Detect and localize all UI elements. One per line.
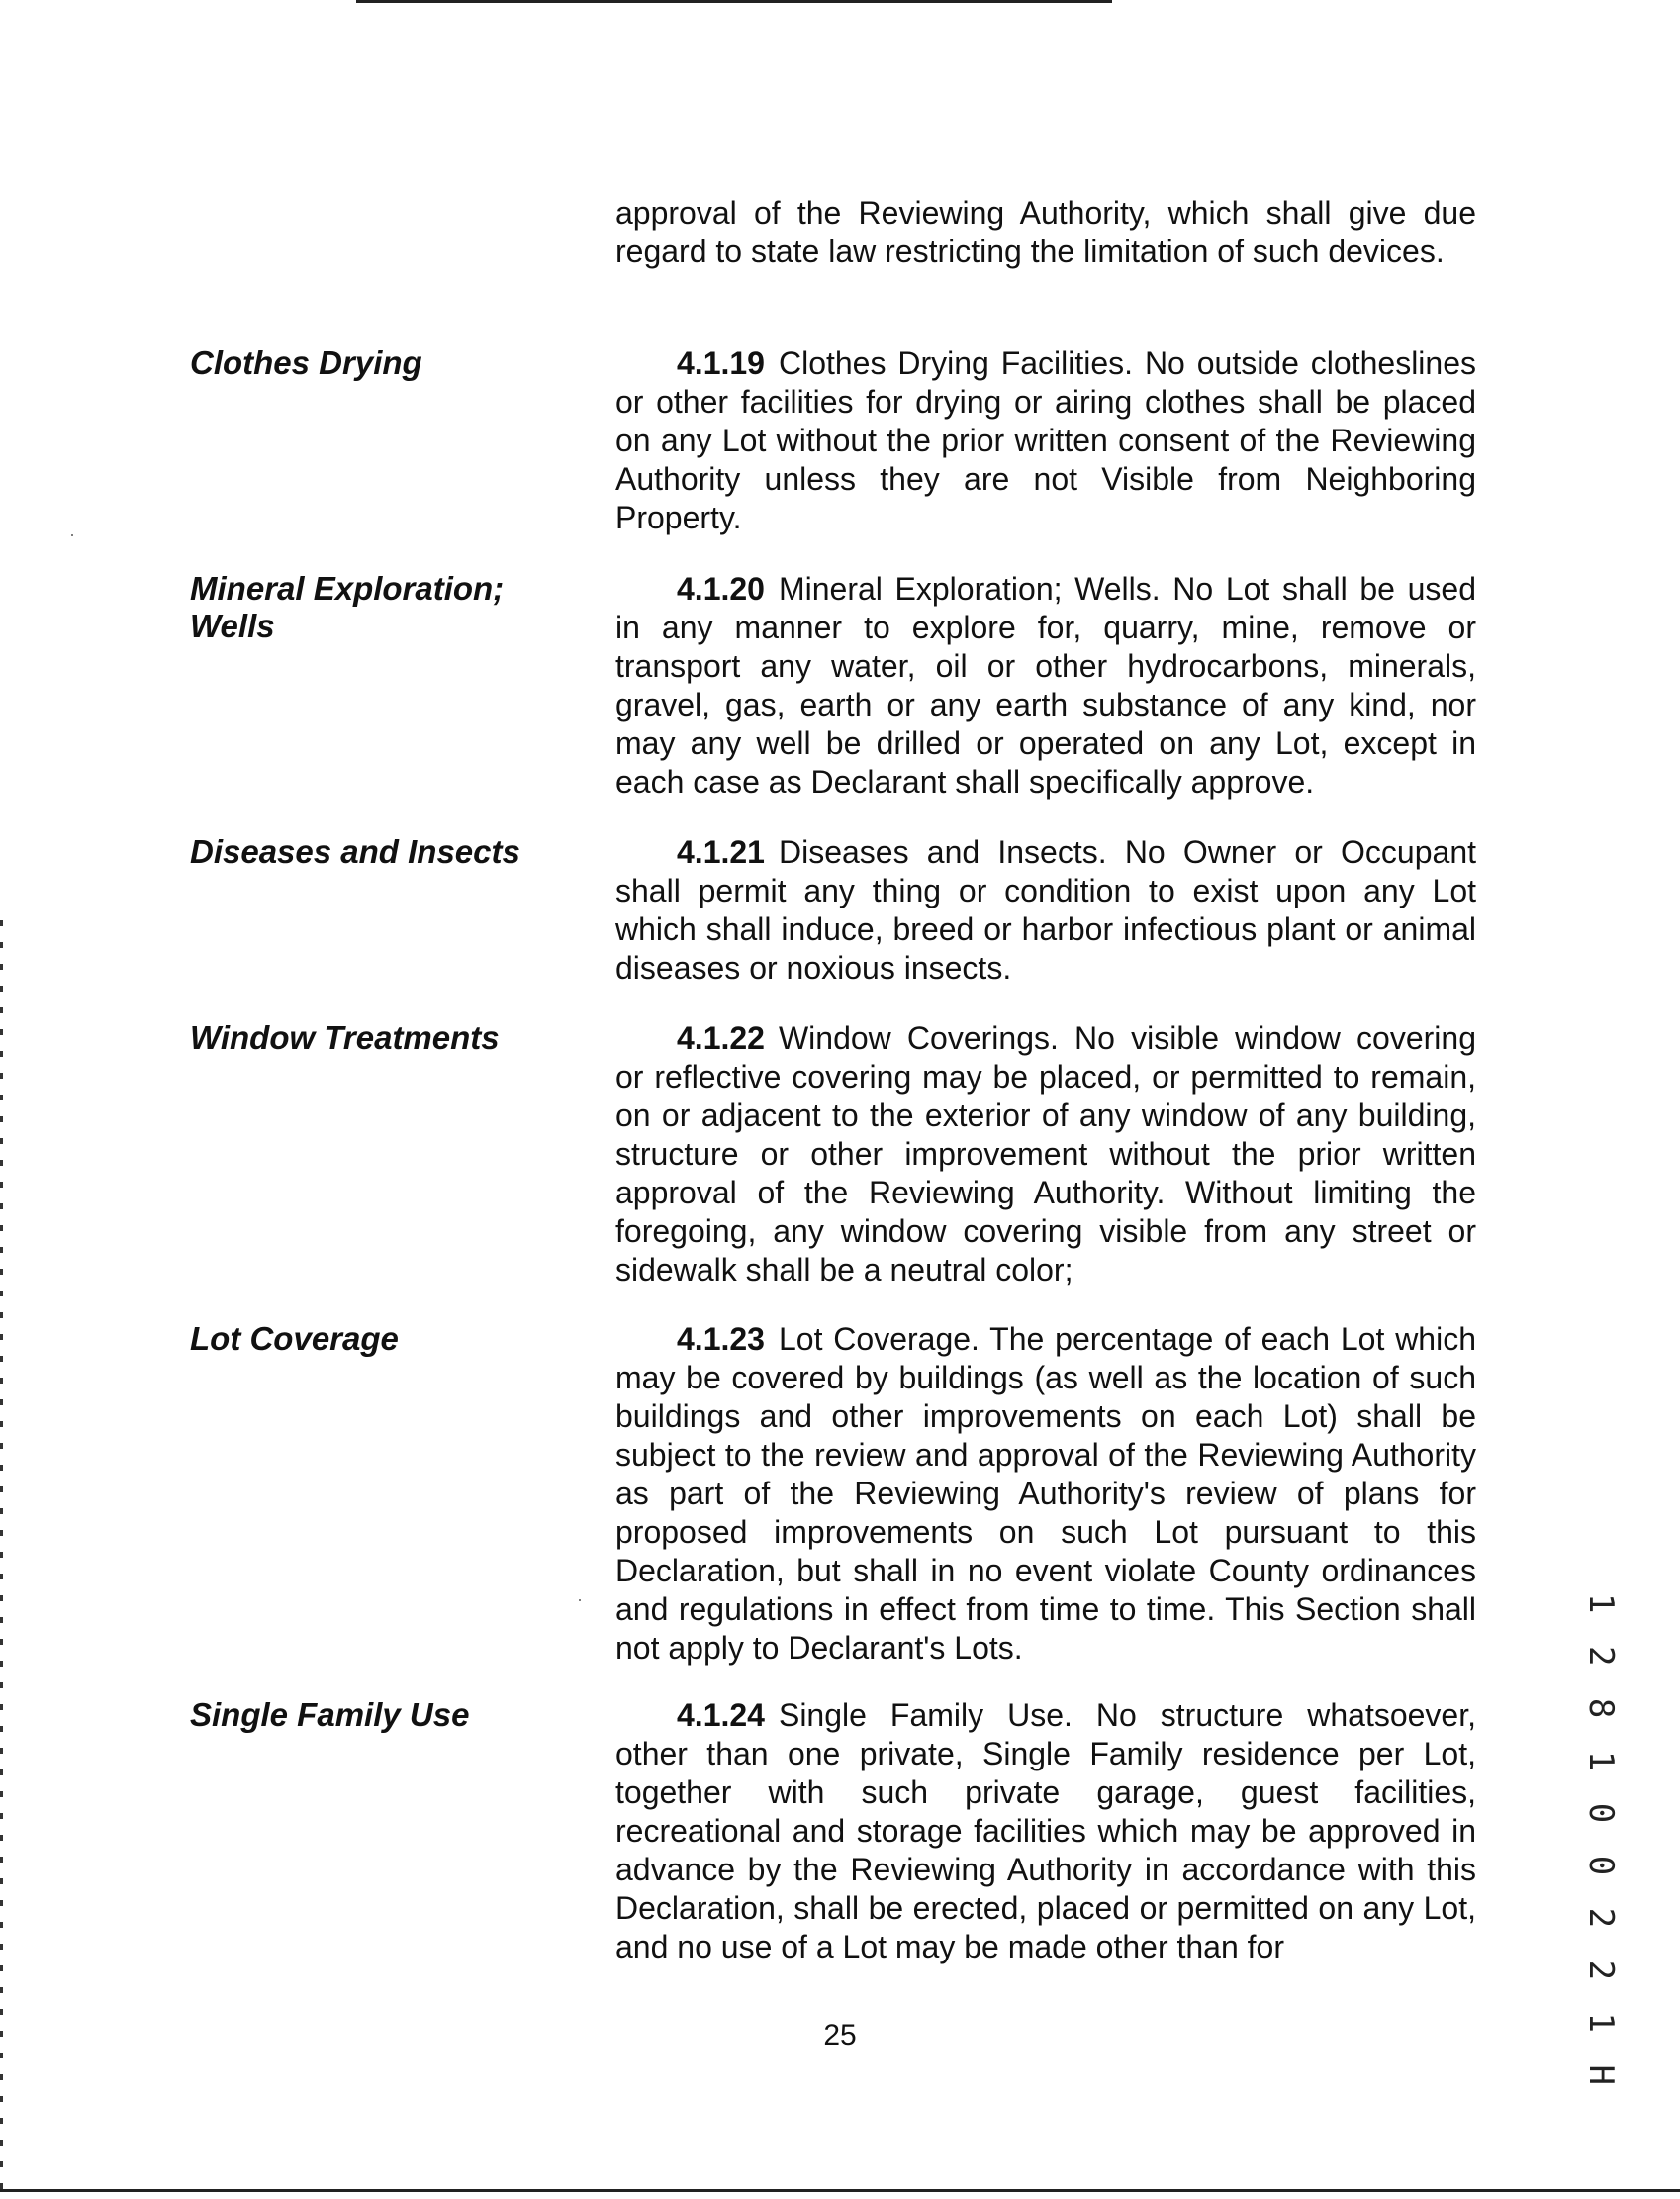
sidehead-diseases-insects: Diseases and Insects	[190, 833, 520, 870]
scan-speck	[579, 1599, 581, 1601]
section-4-1-22	[615, 1019, 1476, 1290]
scan-speck	[71, 534, 73, 536]
section-4-1-24	[615, 1696, 1476, 1966]
recording-stamp-text: 1 2 8 1 0 0 2 2 1 H	[1581, 1593, 1621, 2091]
sidehead-lot-coverage: Lot Coverage	[190, 1320, 399, 1357]
section-number: 4.1.21	[677, 834, 765, 870]
recording-stamp	[1573, 1593, 1633, 2091]
top-rule	[356, 0, 1112, 3]
section-text: Lot Coverage. The percentage of each Lot which may be covered by buildings (as well as the location of such buildings and other improvements on each Lot) shall be subject to the review and approval of the Reviewing Authority as part of the Reviewing Authority's review of plans for proposed improvements on such Lot pursuant to this Declaration, but shall in no event violate County ordinances and regulations in effect from time to time. This Section shall not apply to Declarant's Lots.	[615, 1321, 1476, 1666]
bottom-rule	[0, 2189, 1680, 2192]
section-text: Mineral Exploration; Wells. No Lot shall be used in any manner to explore for, quarry, mine, remove or transport any water, oil or other hydrocarbons, minerals, gravel, gas, earth or any earth substance of any kind, nor may any well be drilled or operated on any Lot, except in each case as Declarant shall specifically approve.	[615, 571, 1476, 800]
section-number: 4.1.24	[677, 1697, 765, 1733]
section-4-1-20	[615, 570, 1476, 802]
section-text: Single Family Use. No structure whatsoever, other than one private, Single Family residence per Lot, together with such private garage, guest facilities, recreational and storage facilities which may be approved in advance by the Reviewing Authority in accordance with this Declaration, shall be erected, placed or permitted on any Lot, and no use of a Lot may be made other than for	[615, 1697, 1476, 1964]
section-number: 4.1.23	[677, 1321, 765, 1357]
section-4-1-23	[615, 1320, 1476, 1668]
section-text: Clothes Drying Facilities. No outside clotheslines or other facilities for drying or airing clothes shall be placed on any Lot without the prior written consent of the Reviewing Authority unless they are not Visible from Neighboring Property.	[615, 345, 1476, 535]
sidehead-single-family-use: Single Family Use	[190, 1696, 470, 1733]
scan-edge-marks	[0, 920, 3, 2192]
sidehead-window-treatments: Window Treatments	[190, 1019, 500, 1056]
section-text: Diseases and Insects. No Owner or Occupant shall permit any thing or condition to exist upon any Lot which shall induce, breed or harbor infectious plant or animal diseases or noxious insects.	[615, 834, 1476, 986]
section-number: 4.1.22	[677, 1020, 765, 1056]
intro-paragraph: approval of the Reviewing Authority, which shall give due regard to state law restricting the limitation of such devices.	[615, 195, 1476, 269]
page-number: 25	[823, 2019, 857, 2052]
section-number: 4.1.20	[677, 571, 765, 607]
section-4-1-21	[615, 833, 1476, 988]
section-number: 4.1.19	[677, 345, 765, 381]
sidehead-mineral-exploration: Mineral Exploration; Wells	[190, 570, 505, 644]
sidehead-clothes-drying: Clothes Drying	[190, 344, 422, 381]
section-text: Window Coverings. No visible window covering or reflective covering may be placed, or permitted to remain, on or adjacent to the exterior of any window of any building, structure or other improvement without the prior written approval of the Reviewing Authority. Without limiting the foregoing, any window covering visible from any street or sidewalk shall be a neutral color;	[615, 1020, 1476, 1288]
section-4-1-19	[615, 344, 1476, 537]
